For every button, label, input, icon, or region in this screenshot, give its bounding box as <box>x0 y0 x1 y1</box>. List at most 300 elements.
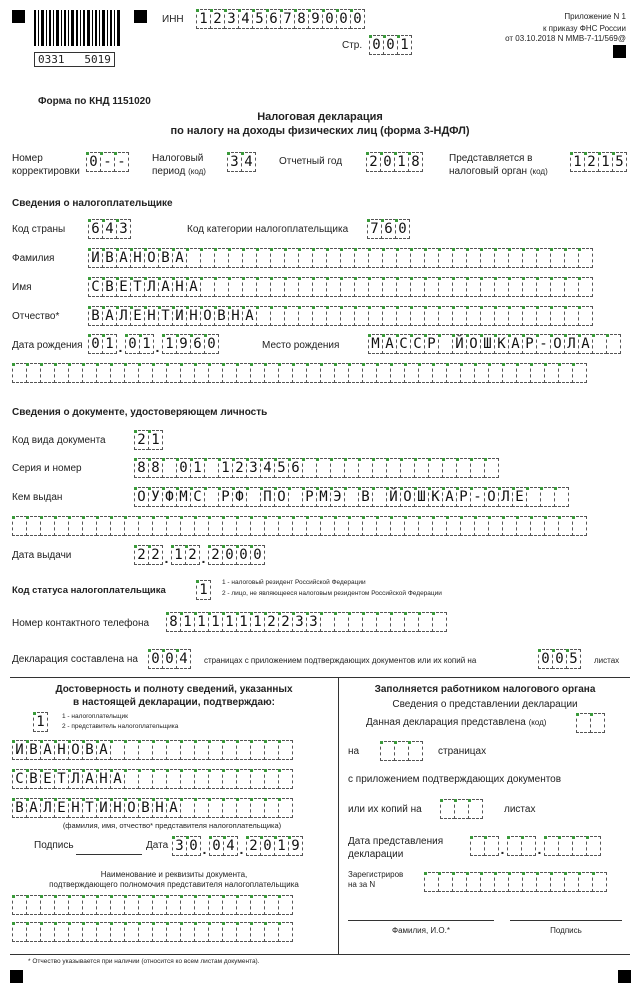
confirm-title-1: Достоверность и полноту сведений, указанных <box>55 684 293 695</box>
organ-label-2: налоговый орган (код) <box>449 166 548 177</box>
birthplace-label: Место рождения <box>262 340 340 351</box>
char-cell: 0 <box>369 35 384 55</box>
confirm-patronymic-cells[interactable] <box>12 798 292 818</box>
char-cell: 7 <box>280 9 295 29</box>
char-cell <box>264 740 279 760</box>
char-cell <box>284 306 299 326</box>
char-cell: А <box>382 334 397 354</box>
char-cell: 5 <box>612 152 627 172</box>
organ-cells[interactable] <box>570 152 626 172</box>
char-cell: Н <box>110 798 125 818</box>
officer-date-label-1: Дата представления <box>348 836 444 847</box>
char-cell <box>278 740 293 760</box>
char-cell: 1 <box>196 580 211 600</box>
char-cell: 0 <box>380 152 395 172</box>
char-cell <box>334 363 349 383</box>
char-cell <box>424 306 439 326</box>
char-cell <box>250 895 265 915</box>
char-cell <box>278 516 293 536</box>
char-cell: 3 <box>116 219 131 239</box>
char-cell <box>26 895 41 915</box>
char-cell <box>298 248 313 268</box>
char-cell: С <box>396 334 411 354</box>
char-cell: А <box>186 277 201 297</box>
char-cell <box>228 277 243 297</box>
char-cell <box>194 516 209 536</box>
char-cell: 3 <box>227 152 242 172</box>
char-cell <box>250 516 265 536</box>
char-cell <box>438 277 453 297</box>
char-cell <box>180 363 195 383</box>
char-cell <box>228 248 243 268</box>
date-dot: . <box>239 841 244 857</box>
char-cell: 3 <box>306 612 321 632</box>
birthdate-cells[interactable] <box>88 334 218 354</box>
char-cell <box>110 895 125 915</box>
birthplace-cells[interactable] <box>368 334 620 354</box>
char-cell <box>246 487 261 507</box>
char-cell: Р <box>456 487 471 507</box>
char-cell <box>152 740 167 760</box>
name-cells[interactable] <box>88 277 592 297</box>
char-cell <box>368 306 383 326</box>
char-cell <box>428 458 443 478</box>
char-cell: 0 <box>350 9 365 29</box>
char-cell: 0 <box>236 545 251 565</box>
char-cell <box>390 612 405 632</box>
char-cell <box>12 922 27 942</box>
char-cell <box>320 516 335 536</box>
char-cell <box>592 872 607 892</box>
char-cell <box>138 740 153 760</box>
char-cell <box>484 836 499 856</box>
char-cell <box>96 363 111 383</box>
category-cells[interactable] <box>367 219 409 239</box>
char-cell <box>368 248 383 268</box>
char-cell: Э <box>330 487 345 507</box>
patronymic-cells[interactable] <box>88 306 592 326</box>
char-cell <box>278 922 293 942</box>
char-cell <box>348 363 363 383</box>
char-cell <box>298 277 313 297</box>
char-cell <box>550 277 565 297</box>
date-dot: . <box>201 550 206 566</box>
char-cell: 6 <box>266 9 281 29</box>
char-cell <box>390 516 405 536</box>
char-cell <box>124 363 139 383</box>
char-cell <box>284 277 299 297</box>
char-cell: Р <box>522 334 537 354</box>
char-cell <box>468 799 483 819</box>
char-cell <box>380 741 395 761</box>
char-cell <box>110 363 125 383</box>
authority-doc-cells-2[interactable] <box>12 922 292 942</box>
char-cell: К <box>428 487 443 507</box>
char-cell <box>488 516 503 536</box>
char-cell <box>166 895 181 915</box>
char-cell: Е <box>512 487 527 507</box>
char-cell <box>516 516 531 536</box>
char-cell <box>376 516 391 536</box>
surname-cells[interactable] <box>88 248 592 268</box>
char-cell: 0 <box>260 836 275 856</box>
char-cell <box>256 306 271 326</box>
country-cells[interactable] <box>88 219 130 239</box>
char-cell: 1 <box>598 152 613 172</box>
char-cell <box>382 277 397 297</box>
char-cell: А <box>26 798 41 818</box>
char-cell <box>180 516 195 536</box>
year-cells[interactable] <box>366 152 422 172</box>
char-cell: И <box>96 798 111 818</box>
char-cell <box>572 363 587 383</box>
char-cell <box>200 248 215 268</box>
pages-cells[interactable] <box>148 649 190 669</box>
confirm-surname-cells[interactable] <box>12 740 292 760</box>
char-cell <box>138 363 153 383</box>
char-cell <box>194 922 209 942</box>
char-cell <box>152 363 167 383</box>
char-cell <box>558 363 573 383</box>
char-cell: Й <box>386 487 401 507</box>
char-cell: 2 <box>246 836 261 856</box>
char-cell <box>344 458 359 478</box>
authority-doc-cells-1[interactable] <box>12 895 292 915</box>
char-cell <box>236 895 251 915</box>
char-cell <box>12 895 27 915</box>
page-label: Стр. <box>342 40 363 51</box>
char-cell <box>396 277 411 297</box>
birthdate-label: Дата рождения <box>12 340 83 351</box>
char-cell: 1 <box>180 612 195 632</box>
char-cell: В <box>82 740 97 760</box>
series-label: Серия и номер <box>12 463 82 474</box>
char-cell: Р <box>424 334 439 354</box>
char-cell: А <box>442 487 457 507</box>
char-cell: С <box>190 487 205 507</box>
char-cell <box>368 277 383 297</box>
char-cell <box>508 306 523 326</box>
char-cell: И <box>172 306 187 326</box>
char-cell: Е <box>54 798 69 818</box>
period-cells[interactable] <box>227 152 255 172</box>
char-cell: М <box>176 487 191 507</box>
surname-label: Фамилия <box>12 253 55 264</box>
bottom-block-bottom-border <box>10 954 630 955</box>
pages-middle-label: страницах с приложением подтверждающих документов или их копий на <box>204 656 477 665</box>
char-cell <box>68 895 83 915</box>
char-cell: О <box>466 334 481 354</box>
char-cell: Ф <box>232 487 247 507</box>
char-cell: А <box>242 306 257 326</box>
char-cell: 1 <box>274 836 289 856</box>
char-cell <box>508 872 523 892</box>
char-cell <box>390 363 405 383</box>
status-cells[interactable] <box>196 580 210 600</box>
char-cell <box>288 487 303 507</box>
char-cell <box>334 612 349 632</box>
phone-cells[interactable] <box>166 612 446 632</box>
correction-cells[interactable] <box>86 152 128 172</box>
bottom-block-top-border <box>10 677 630 678</box>
char-cell: 1 <box>218 458 233 478</box>
char-cell: Е <box>40 769 55 789</box>
char-cell <box>522 872 537 892</box>
char-cell <box>530 516 545 536</box>
char-cell: 2 <box>134 545 149 565</box>
corner-marker-top-left <box>12 10 25 23</box>
officer-subtitle: Сведения о представлении декларации <box>392 699 578 710</box>
char-cell <box>204 487 219 507</box>
char-cell: О <box>144 248 159 268</box>
char-cell <box>348 516 363 536</box>
char-cell <box>522 248 537 268</box>
char-cell <box>194 798 209 818</box>
char-cell: 0 <box>538 649 553 669</box>
officer-signature-line[interactable] <box>510 920 622 921</box>
char-cell <box>446 363 461 383</box>
char-cell: А <box>110 769 125 789</box>
period-label-1: Налоговый <box>152 153 204 164</box>
char-cell: - <box>114 152 129 172</box>
char-cell: 2 <box>185 545 200 565</box>
char-cell <box>68 922 83 942</box>
char-cell: А <box>508 334 523 354</box>
char-cell <box>432 612 447 632</box>
char-cell <box>544 363 559 383</box>
char-cell <box>222 516 237 536</box>
char-cell: 0 <box>125 334 140 354</box>
char-cell <box>536 306 551 326</box>
char-cell <box>208 740 223 760</box>
char-cell <box>460 516 475 536</box>
appendix-label: Приложение N 1 <box>564 12 626 21</box>
officer-signature-caption: Подпись <box>550 926 582 935</box>
char-cell <box>180 895 195 915</box>
status-option-1: 1 - налоговый резидент Российской Федерации <box>222 579 366 586</box>
char-cell <box>152 769 167 789</box>
char-cell <box>162 458 177 478</box>
char-cell <box>138 895 153 915</box>
officer-title: Заполняется работником налогового органа <box>374 684 596 695</box>
attach-pages-cells[interactable] <box>538 649 580 669</box>
char-cell <box>382 248 397 268</box>
char-cell <box>124 922 139 942</box>
char-cell: О <box>124 798 139 818</box>
char-cell: А <box>166 798 181 818</box>
char-cell <box>166 516 181 536</box>
char-cell <box>606 334 621 354</box>
char-cell: 0 <box>176 458 191 478</box>
char-cell: 1 <box>33 712 48 732</box>
char-cell <box>152 516 167 536</box>
char-cell: 5 <box>566 649 581 669</box>
char-cell <box>302 458 317 478</box>
char-cell: О <box>484 487 499 507</box>
char-cell <box>456 458 471 478</box>
char-cell <box>110 922 125 942</box>
char-cell <box>558 836 573 856</box>
char-cell: Ш <box>414 487 429 507</box>
sheets-label: листах <box>504 804 536 815</box>
char-cell: Ш <box>480 334 495 354</box>
char-cell <box>530 363 545 383</box>
char-cell <box>214 248 229 268</box>
form-title-1: Налоговая декларация <box>257 111 383 123</box>
char-cell <box>222 363 237 383</box>
char-cell <box>138 516 153 536</box>
char-cell <box>26 363 41 383</box>
copies-label: или их копий на <box>348 804 422 815</box>
char-cell <box>54 516 69 536</box>
knd-form: Форма по КНД 1151020 <box>38 96 151 107</box>
char-cell <box>110 740 125 760</box>
char-cell: А <box>578 334 593 354</box>
char-cell <box>222 895 237 915</box>
inn-cells[interactable] <box>196 9 364 29</box>
char-cell <box>590 713 605 733</box>
pages-label: Декларация составлена на <box>12 654 138 665</box>
date-dot: . <box>500 841 505 857</box>
pages-suffix-label: листах <box>594 656 620 665</box>
series-cells[interactable] <box>134 458 498 478</box>
char-cell <box>494 277 509 297</box>
barcode-icon <box>32 10 122 50</box>
char-cell: О <box>550 334 565 354</box>
char-cell <box>410 248 425 268</box>
char-cell <box>180 922 195 942</box>
char-cell: Н <box>96 769 111 789</box>
char-cell <box>438 334 453 354</box>
doc-type-cells[interactable] <box>134 430 162 450</box>
char-cell <box>214 277 229 297</box>
char-cell: П <box>260 487 275 507</box>
registered-number-cells[interactable] <box>424 872 606 892</box>
char-cell <box>340 277 355 297</box>
char-cell: 2 <box>264 612 279 632</box>
char-cell <box>208 895 223 915</box>
birthplace-continuation-cells[interactable] <box>12 363 586 383</box>
char-cell <box>264 922 279 942</box>
char-cell: В <box>102 277 117 297</box>
confirm-who-option-1: 1 - налогоплательщик <box>62 713 129 720</box>
confirm-fio-caption: (фамилия, имя, отчество* представителя налогоплательщика) <box>62 821 282 830</box>
signature-line[interactable] <box>76 854 142 855</box>
confirm-name-cells[interactable] <box>12 769 292 789</box>
char-cell <box>320 363 335 383</box>
char-cell <box>200 277 215 297</box>
officer-fio-line[interactable] <box>348 920 494 921</box>
char-cell <box>236 363 251 383</box>
char-cell: О <box>200 306 215 326</box>
char-cell <box>312 306 327 326</box>
char-cell <box>54 895 69 915</box>
char-cell: 2 <box>278 612 293 632</box>
char-cell: С <box>12 769 27 789</box>
char-cell <box>442 458 457 478</box>
char-cell <box>344 487 359 507</box>
char-cell <box>516 363 531 383</box>
char-cell <box>494 248 509 268</box>
char-cell <box>284 248 299 268</box>
char-cell <box>166 363 181 383</box>
char-cell <box>484 458 499 478</box>
char-cell <box>236 798 251 818</box>
char-cell: 1 <box>171 545 186 565</box>
char-cell <box>264 798 279 818</box>
issued-by-cells[interactable] <box>134 487 568 507</box>
char-cell <box>326 277 341 297</box>
date-dot: . <box>118 339 123 355</box>
char-cell: К <box>494 334 509 354</box>
document-section-title: Сведения о документе, удостоверяющем личность <box>12 407 268 418</box>
corner-marker-bottom-right <box>618 970 631 983</box>
char-cell <box>298 306 313 326</box>
char-cell: 4 <box>102 219 117 239</box>
presented-code-cells[interactable] <box>576 713 604 733</box>
doc-type-label: Код вида документа <box>12 435 106 446</box>
char-cell <box>438 872 453 892</box>
char-cell <box>222 769 237 789</box>
officer-date-cells[interactable] <box>470 836 600 856</box>
char-cell: А <box>172 248 187 268</box>
char-cell <box>152 922 167 942</box>
char-cell <box>278 363 293 383</box>
char-cell: 9 <box>288 836 303 856</box>
officer-date-label-2: декларации <box>348 849 404 860</box>
issued-by-continuation-cells[interactable] <box>12 516 586 536</box>
char-cell <box>250 798 265 818</box>
page-cells[interactable] <box>369 35 411 55</box>
char-cell <box>82 516 97 536</box>
char-cell <box>480 306 495 326</box>
corner-marker-bottom-left <box>10 970 23 983</box>
officer-pages-cells[interactable] <box>380 741 422 761</box>
issue-date-cells[interactable] <box>134 545 264 565</box>
char-cell <box>242 277 257 297</box>
char-cell: 1 <box>196 9 211 29</box>
char-cell <box>222 740 237 760</box>
char-cell <box>68 516 83 536</box>
char-cell: 2 <box>232 458 247 478</box>
char-cell <box>432 363 447 383</box>
char-cell: М <box>316 487 331 507</box>
confirm-date-cells[interactable] <box>172 836 302 856</box>
with-docs-label: с приложением подтверждающих документов <box>348 774 562 785</box>
char-cell: А <box>158 277 173 297</box>
char-cell <box>208 516 223 536</box>
char-cell: 0 <box>336 9 351 29</box>
char-cell <box>400 458 415 478</box>
char-cell <box>54 363 69 383</box>
char-cell <box>452 277 467 297</box>
char-cell: 0 <box>322 9 337 29</box>
char-cell <box>250 769 265 789</box>
char-cell <box>340 306 355 326</box>
char-cell <box>418 363 433 383</box>
char-cell: 0 <box>204 334 219 354</box>
char-cell: 2 <box>210 9 225 29</box>
char-cell: В <box>138 798 153 818</box>
char-cell <box>586 836 601 856</box>
char-cell: С <box>410 334 425 354</box>
char-cell <box>26 922 41 942</box>
presented-label: Данная декларация представлена (код) <box>366 717 547 728</box>
char-cell: А <box>82 769 97 789</box>
confirm-who-cells[interactable] <box>33 712 47 732</box>
char-cell <box>270 248 285 268</box>
officer-copies-cells[interactable] <box>440 799 482 819</box>
